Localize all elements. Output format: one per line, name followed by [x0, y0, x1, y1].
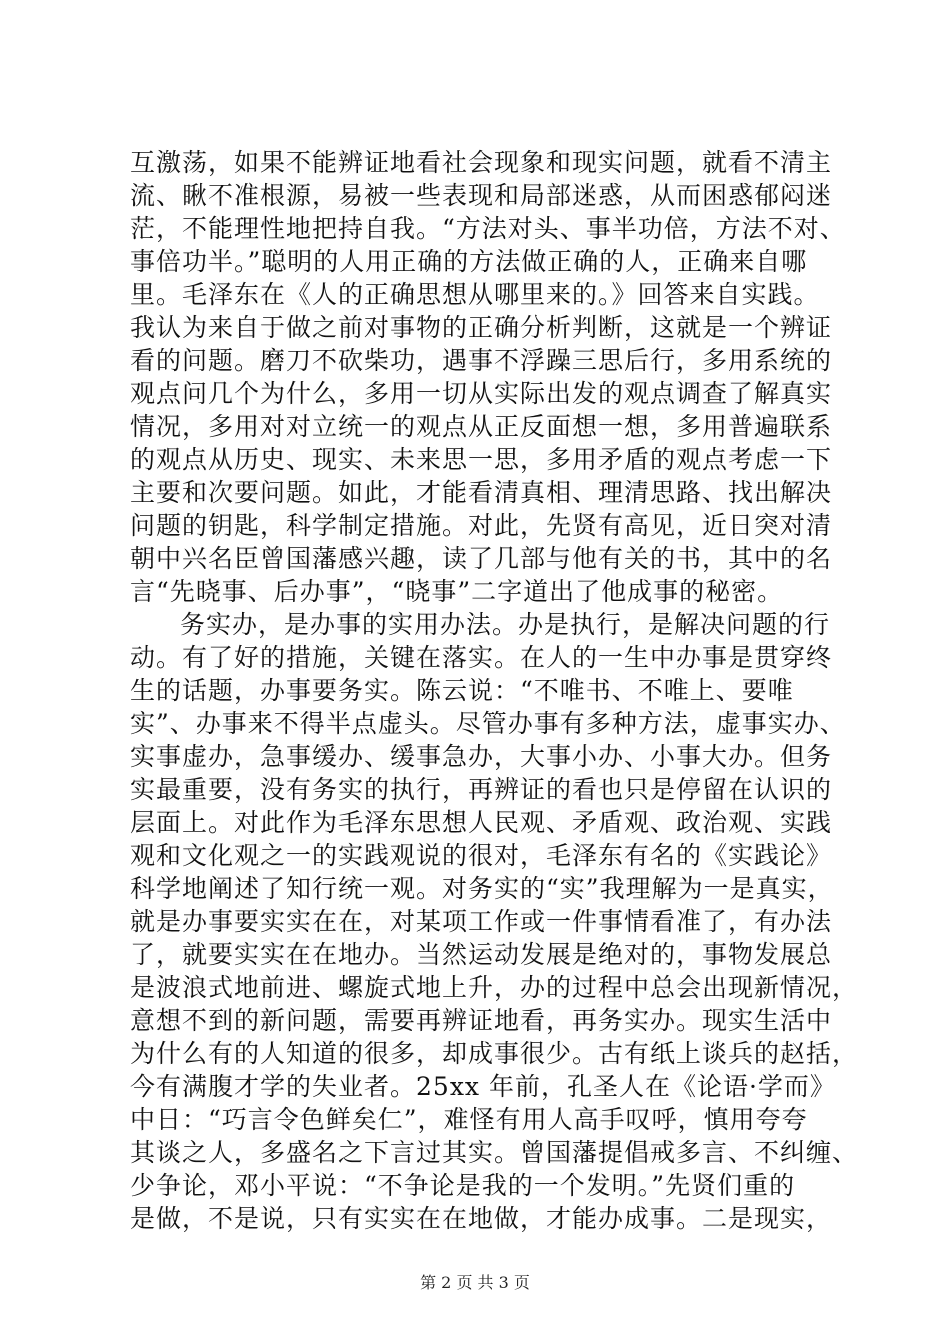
text-line: 茫，不能理性地把持自我。“方法对头、事半功倍，方法不对、: [130, 214, 846, 243]
text-line: 实”、办事来不得半点虚头。尽管办事有多种方法，虚事实办、: [130, 709, 846, 738]
text-line: 观和文化观之一的实践观说的很对，毛泽东有名的《实践论》: [130, 841, 833, 870]
paragraph-first-line: 务实办，是办事的实用办法。办是执行，是解决问题的行: [180, 610, 831, 639]
text-line: 是做，不是说，只有实实在在地做，才能办成事。二是现实，: [130, 1204, 833, 1233]
text-line: 情况，多用对对立统一的观点从正反面想一想，多用普遍联系: [130, 412, 833, 441]
text-line: 其谈之人，多盛名之下言过其实。曾国藩提倡戒多言、不纠缠、: [130, 1138, 859, 1167]
page-footer: [0, 1270, 950, 1293]
text-line: 层面上。对此作为毛泽东思想人民观、矛盾观、政治观、实践: [130, 808, 833, 837]
text-line: 流、瞅不准根源，易被一些表现和局部迷惑，从而困惑郁闷迷: [130, 181, 833, 210]
text-line: 就是办事要实实在在，对某项工作或一件事情看准了，有办法: [130, 907, 833, 936]
text-line: 为什么有的人知道的很多，却成事很少。古有纸上谈兵的赵括，: [130, 1039, 859, 1068]
text-line: 互激荡，如果不能辨证地看社会现象和现实问题，就看不清主: [130, 148, 833, 177]
text-line: 的观点从历史、现实、未来思一思，多用矛盾的观点考虑一下: [130, 445, 833, 474]
text-line: 主要和次要问题。如此，才能看清真相、理清思路、找出解决: [130, 478, 833, 507]
text-line: 问题的钥匙，科学制定措施。对此，先贤有高见，近日突对清: [130, 511, 833, 540]
text-line: 观点问几个为什么，多用一切从实际出发的观点调查了解真实: [130, 379, 833, 408]
text-line: 动。有了好的措施，关键在落实。在人的一生中办事是贯穿终: [130, 643, 833, 672]
text-line: 言“先晓事、后办事”，“晓事”二字道出了他成事的秘密。: [130, 577, 784, 606]
text-line: 我认为来自于做之前对事物的正确分析判断，这就是一个辨证: [130, 313, 833, 342]
text-line: 意想不到的新问题，需要再辨证地看，再务实办。现实生活中: [130, 1006, 833, 1035]
text-line: 里。毛泽东在《人的正确思想从哪里来的。》回答来自实践。: [130, 280, 820, 309]
text-line: 实事虚办，急事缓办、缓事急办，大事小办、小事大办。但务: [130, 742, 833, 771]
text-line: 今有满腹才学的失业者。25xx 年前，孔圣人在《论语·学而》: [130, 1072, 836, 1101]
text-line: 少争论，邓小平说：“不争论是我的一个发明。”先贤们重的: [130, 1171, 796, 1200]
page-number: 第 2 页 共 3 页: [420, 1273, 530, 1292]
text-line: 了，就要实实在在地办。当然运动发展是绝对的，事物发展总: [130, 940, 833, 969]
text-line: 是波浪式地前进、螺旋式地上升，办的过程中总会出现新情况，: [130, 973, 859, 1002]
text-line: 实最重要，没有务实的执行，再辨证的看也只是停留在认识的: [130, 775, 833, 804]
text-line: 生的话题，办事要务实。陈云说：“不唯书、不唯上、要唯: [130, 676, 794, 705]
text-line: 事倍功半。”聪明的人用正确的方法做正确的人，正确来自哪: [130, 247, 808, 276]
text-line: 看的问题。磨刀不砍柴功，遇事不浮躁三思后行，多用系统的: [130, 346, 833, 375]
body-text: [130, 146, 859, 1235]
text-line: 朝中兴名臣曾国藩感兴趣，读了几部与他有关的书，其中的名: [130, 544, 833, 573]
text-line: 科学地阐述了知行统一观。对务实的“实”我理解为一是真实，: [130, 874, 834, 903]
text-line: 中日：“巧言令色鲜矣仁”，难怪有用人高手叹呼，慎用夸夸: [130, 1105, 808, 1134]
